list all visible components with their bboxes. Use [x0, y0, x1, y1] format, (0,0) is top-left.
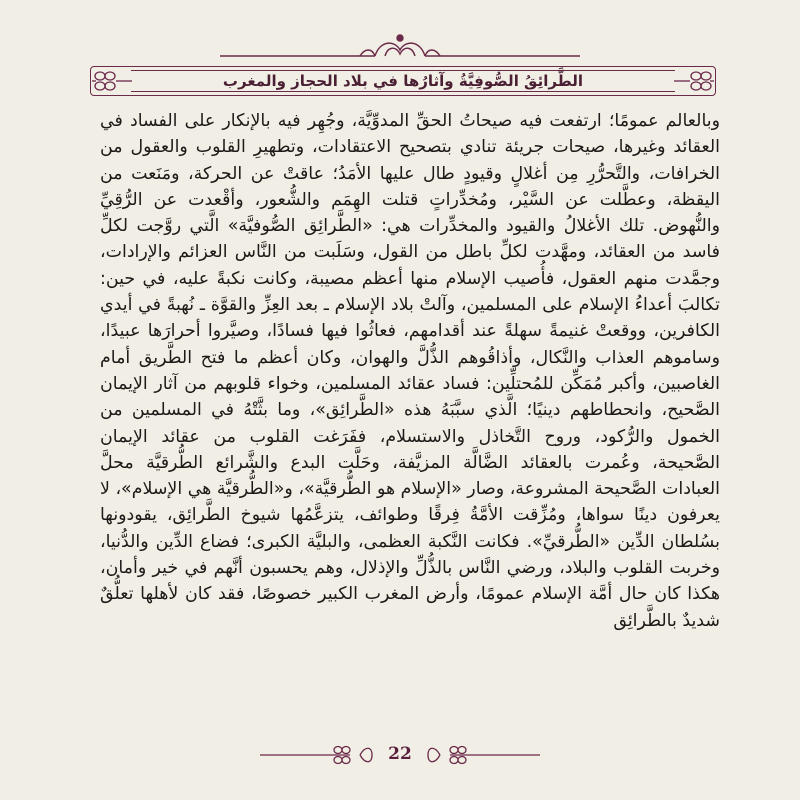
page-number: 22: [388, 744, 412, 764]
running-header-title: الطَّرائِقُ الصُّوفِيَّةُ وآثارُها في بلاد الحجاز والمغرب: [222, 72, 584, 90]
body-text: [100, 108, 720, 738]
body-paragraph: وبالعالم عمومًا؛ ارتفعت فيه صيحاتُ الحقِّ المدوِّيَّة، وجُهِر فيه بالإنكار على الفساد في العقائد وغيرها، صيحات جريئة تنادي بتصحيح الاعتقادات، وتطهيرِ القلوب والعقول من الخرافات، والتَّحرُّرِ مِن أغلالٍ وقيودٍ طال عليها الأمَدُ؛ عاقتْ عن الحركة، ومَنَعت من اليقظة، وعطَّلت عن السَّيْر، ومُخدِّراتٍ قتلت الهِمَم والشُّعور، وأقْعدت عن الرُّقِيِّ والنُّهوض. تلك الأغلالُ والقيود والمخدِّرات هي: «الطَّرائِق الصُّوفيَّة» الَّتي روَّجت لكلِّ فاسد من العقائد، ومهَّدت لكلِّ باطل من القول، وسَلَبت من النَّاس العزائم والإرادات، وجمَّدت منهم العقول، فأُصيب الإسلام منها أعظم مصيبة، وكانت نكبةً عليه، في حين: تكالبَ أعداءُ الإسلام على المسلمين، وآلتْ بلاد الإسلام ـ بعد العِزِّ والقوَّة ـ نُهبةً في أيدي الكافرين، ووقعتْ غنيمةً سهلةً عند أقدامهم، فعاثُوا فيها فسادًا، وصيَّروا أحرارَها عبيدًا، وساموهم العذاب والنَّكال، وأذاقُوهم الذُّلَّ والهوان، وكان أعظم ما فتح الطَّريق أمام الغاصبين، وأكبر مُمَكِّن للمُحتلِّين: فساد عقائد المسلمين، وخواء قلوبهم من آثار الإيمان الصَّحيح، وانحطاطهم دينيًا؛ الَّذي سبَّبَهُ هذه «الطَّرائِق»، وما بثَّتْهُ في المسلمين من الخمول والرُّكود، وروح التَّخاذل والاستسلام، ففَرَغت القلوب من عقائد الإيمان الصَّحيحة، وعُمرت بالعقائد الضَّالَّة المزيَّفة، وحَلَّت البدع والشَّرائع الطُّرقيَّة محلَّ العبادات الصَّحيحة المشروعة، وصار «الإسلام هو الطُّرقيَّة»، و«الطُّرقيَّة هي الإسلام»، لا يعرفون دينًا سواها، ومُزِّقت الأمَّةُ فِرقًا وطوائف، يتزعَّمُها شيوخ الطَّرائِق، يقودونها بسُلطان الدِّين «الطُّرقيِّ». فكانت النَّكبة العظمى، والبليَّة الكبرى؛ فضاع الدِّين والدُّنيا، وخربت القلوب والبلاد، ورضي النَّاس بالذُّلِّ والإذلال، وهم يحسبون أنَّهم في خير وأمان، هكذا كان حال أمَّة الإسلام عمومًا، وأرض المغرب الكبير خصوصًا، فقد كان لأهلها تعلُّقٌ شديدٌ بالطَّرائِق: [100, 111, 720, 631]
top-ornament-icon: [200, 30, 600, 70]
header-ornament-left-icon: [88, 68, 134, 94]
header-ornament-right-icon: [672, 68, 718, 94]
